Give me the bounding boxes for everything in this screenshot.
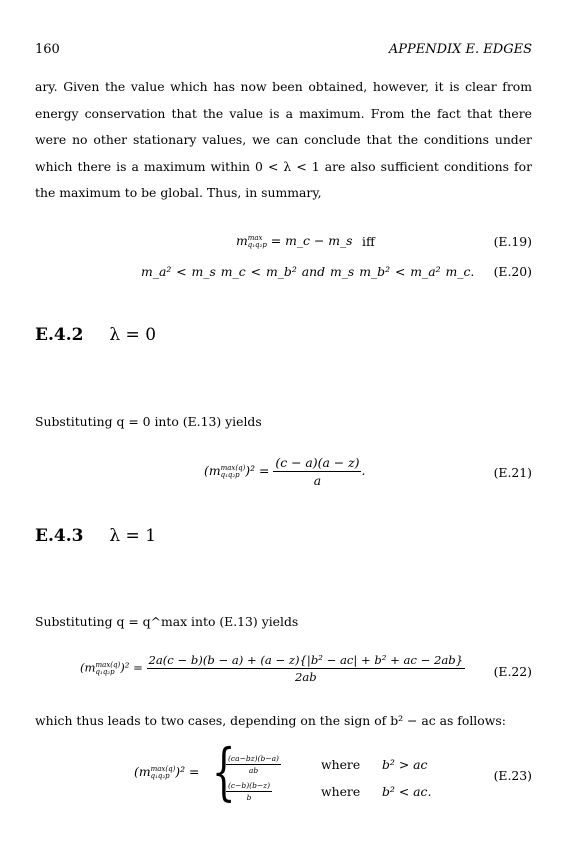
e19-condition: iff bbox=[362, 234, 375, 249]
equation-number-e23: (E.23) bbox=[493, 768, 532, 783]
e23-case2-denominator: b bbox=[246, 793, 252, 802]
e23-case1-fraction bbox=[226, 754, 281, 775]
e23-sup: max(q) bbox=[150, 764, 176, 773]
e23-case2-numerator: (c−b)(b−z) bbox=[228, 781, 271, 790]
equation-number-e19: (E.19) bbox=[493, 234, 532, 249]
e19-lhs: m bbox=[236, 233, 248, 248]
intro-paragraph: ary. Given the value which has now been obtained, however, it is clear from energy conservation that the value is a maximum. From the fact that there were no other stationary values, we can conclude that the conditions under which there is a maximum within 0 < λ < 1 are also sufficient conditions for the maximum to be global. Thus, in summary, bbox=[35, 79, 532, 200]
section-number: E.4.2 bbox=[35, 325, 84, 345]
e23-lhs-end: )² = bbox=[175, 764, 200, 779]
text-substituting-qmax: Substituting q = q^max into (E.13) yields bbox=[35, 614, 299, 629]
section-title: λ = 1 bbox=[109, 526, 157, 546]
e21-sub: q₁q₂p bbox=[220, 470, 240, 479]
text-cases-intro: which thus leads to two cases, depending on the sign of b² − ac as follows: bbox=[35, 713, 506, 728]
e23-case1-numerator: (ca−bz)(b−a) bbox=[228, 754, 279, 763]
e23-case2-where: where bbox=[321, 784, 361, 799]
equation-number-e20: (E.20) bbox=[493, 264, 532, 279]
e19-rhs: = m_c − m_s bbox=[266, 233, 353, 248]
e22-numerator: 2a(c − b)(b − a) + (a − z){|b² − ac| + b² + ac − 2ab} bbox=[148, 653, 464, 667]
text-substituting-q0: Substituting q = 0 into (E.13) yields bbox=[35, 414, 262, 429]
section-heading-e43 bbox=[35, 526, 156, 546]
e23-lhs: (m bbox=[134, 764, 151, 779]
running-title: APPENDIX E. EDGES bbox=[388, 42, 532, 57]
e19-sup: max bbox=[247, 233, 263, 242]
e22-fraction bbox=[147, 653, 466, 684]
e23-case1-denominator: ab bbox=[248, 766, 259, 775]
e21-numerator: (c − a)(a − z) bbox=[275, 455, 360, 470]
e21-lhs: (m bbox=[204, 463, 221, 478]
e23-case2-fraction bbox=[226, 781, 272, 802]
e23-sub: q₁q₂p bbox=[150, 771, 170, 780]
equation-e20: m_a² < m_s m_c < m_b² and m_s m_b² < m_a² m_c. bbox=[141, 264, 475, 279]
e21-sup: max(q) bbox=[220, 463, 246, 472]
e23-lhs-group bbox=[134, 764, 199, 780]
e22-lhs-end: )² = bbox=[120, 660, 143, 675]
e23-brace: { bbox=[211, 735, 236, 808]
e21-end: . bbox=[361, 463, 366, 478]
e22-lhs: (m bbox=[80, 660, 96, 675]
e21-denominator: a bbox=[313, 473, 322, 488]
e19-sub: q₁q₂p bbox=[247, 240, 267, 249]
e21-lhs-end: )² = bbox=[245, 463, 270, 478]
e23-case1-condition: b² > ac bbox=[382, 757, 428, 772]
e22-denominator: 2ab bbox=[294, 670, 317, 684]
equation-e21 bbox=[204, 455, 365, 488]
e21-fraction bbox=[273, 455, 361, 488]
section-title: λ = 0 bbox=[109, 325, 157, 345]
equation-e22 bbox=[80, 653, 465, 684]
e23-case1-where: where bbox=[321, 757, 361, 772]
equation-e19 bbox=[236, 233, 353, 249]
page-number: 160 bbox=[35, 42, 60, 57]
e22-sup: max(q) bbox=[95, 660, 121, 669]
section-number: E.4.3 bbox=[35, 526, 84, 546]
section-heading-e42 bbox=[35, 325, 156, 345]
e23-case2-condition: b² < ac. bbox=[382, 784, 432, 799]
equation-number-e22: (E.22) bbox=[493, 664, 532, 679]
equation-number-e21: (E.21) bbox=[493, 465, 532, 480]
e22-sub: q₁q₂p bbox=[95, 667, 115, 676]
